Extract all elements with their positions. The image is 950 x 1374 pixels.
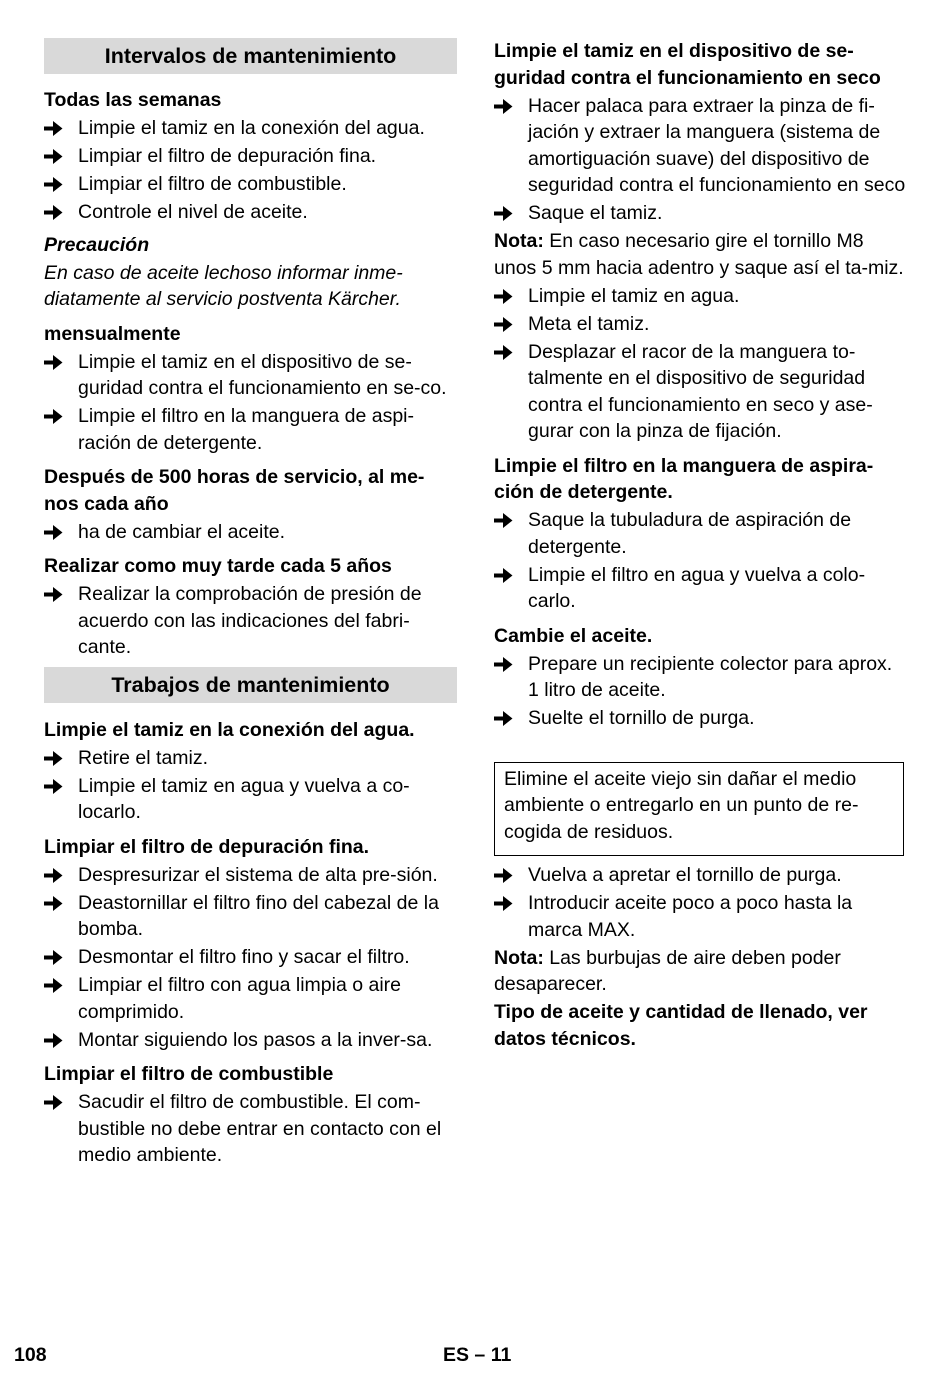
note-label: Nota: xyxy=(494,946,544,969)
list-dry-run-2 xyxy=(494,283,906,445)
list-item xyxy=(44,1089,457,1169)
arrow-right-icon xyxy=(494,200,528,227)
heading-water-sieve: Limpie el tamiz en la conexión del agua. xyxy=(44,718,415,741)
list-item xyxy=(44,581,457,661)
list-item-text: Saque el tamiz. xyxy=(528,202,663,224)
list-item-text: Saque la tubuladura de aspiración de detergente. xyxy=(528,509,852,558)
note-oil xyxy=(494,945,906,998)
list-item-text: Hacer palaca para extraer la pinza de fi-jación y extraer la manguera (sistema de amortiguación suave) del dispositivo de seguridad contra el funcionamiento en seco xyxy=(528,94,906,196)
list-item xyxy=(44,143,457,170)
page-code: ES – 11 xyxy=(443,1344,512,1366)
list-item-text: Suelte el tornillo de purga. xyxy=(528,707,755,729)
list-weekly xyxy=(44,115,457,226)
arrow-right-icon xyxy=(494,507,528,560)
list-item xyxy=(44,519,457,546)
list-item xyxy=(494,339,906,445)
list-item-text: ha de cambiar el aceite. xyxy=(78,520,286,543)
arrow-right-icon xyxy=(494,311,528,338)
list-fine-filter xyxy=(44,862,457,1054)
list-item xyxy=(44,862,457,889)
arrow-right-icon xyxy=(494,651,528,704)
arrow-right-icon xyxy=(44,581,78,661)
list-item xyxy=(44,773,457,826)
list-item-text: Desmontar el filtro fino y sacar el filtro. xyxy=(78,946,410,968)
list-item-text: Limpie el tamiz en agua y vuelva a co-locarlo. xyxy=(78,774,410,823)
list-item xyxy=(44,115,457,142)
list-item xyxy=(44,890,457,943)
list-item-text: Limpie el tamiz en agua. xyxy=(528,284,740,307)
arrow-right-icon xyxy=(494,705,528,732)
heading-every-5-years: Realizar como muy tarde cada 5 años xyxy=(44,555,392,577)
list-item xyxy=(494,200,906,227)
list-item xyxy=(494,507,906,560)
list-detergent-filter xyxy=(494,507,906,615)
list-item-text: Deastornillar el filtro fino del cabezal de la bomba. xyxy=(78,891,439,940)
heading-detergent-filter: Limpie el filtro en la manguera de aspira-ción de detergente. xyxy=(494,454,874,503)
environment-notice-box: Elimine el aceite viejo sin dañar el medio ambiente o entregarlo en un punto de re-cogida de residuos. xyxy=(494,762,904,857)
list-item-text: Limpie el filtro en agua y vuelva a colo-carlo. xyxy=(528,563,866,612)
arrow-right-icon xyxy=(494,562,528,615)
list-after-500-hours xyxy=(44,519,457,546)
list-item xyxy=(494,705,906,732)
list-item-text: Vuelva a apretar el tornillo de purga. xyxy=(528,864,842,886)
list-item-text: Montar siguiendo los pasos a la inver-sa. xyxy=(78,1028,433,1051)
list-item-text: Limpie el tamiz en el dispositivo de se-guridad contra el funcionamiento en se-co. xyxy=(78,350,447,399)
list-item xyxy=(44,171,457,198)
heading-fuel-filter: Limpiar el filtro de combustible xyxy=(44,1063,334,1085)
list-item-text: Introducir aceite poco a poco hasta la marca MAX. xyxy=(528,892,853,941)
arrow-right-icon xyxy=(44,890,78,943)
caution-text: En caso de aceite lechoso informar inme-diatamente al servicio postventa Kärcher. xyxy=(44,261,403,310)
list-item xyxy=(44,745,457,772)
note-label: Nota: xyxy=(494,230,544,252)
list-item xyxy=(44,199,457,226)
arrow-right-icon xyxy=(44,199,78,226)
list-item xyxy=(494,311,906,338)
page-number: 108 xyxy=(14,1344,47,1366)
list-every-5-years xyxy=(44,581,457,661)
list-item-text: Sacudir el filtro de combustible. El com-bustible no debe entrar en contacto con el medio ambiente. xyxy=(78,1091,442,1166)
arrow-right-icon xyxy=(494,862,528,889)
list-dry-run-1 xyxy=(494,93,906,227)
left-column xyxy=(44,38,457,1170)
list-item xyxy=(494,562,906,615)
arrow-right-icon xyxy=(494,339,528,445)
arrow-right-icon xyxy=(44,773,78,826)
list-item xyxy=(494,93,906,199)
right-column xyxy=(494,38,906,1054)
list-oil-change-2 xyxy=(494,862,906,943)
arrow-right-icon xyxy=(44,1027,78,1054)
list-item xyxy=(494,862,906,889)
list-fuel-filter xyxy=(44,1089,457,1169)
heading-after-500-hours: Después de 500 horas de servicio, al me-nos cada año xyxy=(44,466,425,515)
list-item xyxy=(44,1027,457,1054)
arrow-right-icon xyxy=(44,519,78,546)
heading-weekly: Todas las semanas xyxy=(44,89,222,111)
list-item-text: Limpie el tamiz en la conexión del agua. xyxy=(78,117,425,139)
section-title-maintenance-work: Trabajos de mantenimiento xyxy=(44,667,457,703)
list-item xyxy=(44,944,457,971)
heading-fine-filter: Limpiar el filtro de depuración fina. xyxy=(44,835,370,858)
list-item xyxy=(44,403,457,456)
note-text: En caso necesario gire el tornillo M8 unos 5 mm hacia adentro y saque así el ta-miz. xyxy=(494,230,904,279)
list-item-text: Limpiar el filtro de combustible. xyxy=(78,173,347,195)
arrow-right-icon xyxy=(44,171,78,198)
arrow-right-icon xyxy=(494,283,528,310)
arrow-right-icon xyxy=(44,745,78,772)
oil-type-reference: Tipo de aceite y cantidad de llenado, ver datos técnicos. xyxy=(494,1001,868,1050)
arrow-right-icon xyxy=(494,890,528,943)
list-item-text: Prepare un recipiente colector para aprox. 1 litro de aceite. xyxy=(528,652,893,701)
list-item xyxy=(494,283,906,310)
arrow-right-icon xyxy=(44,143,78,170)
list-item xyxy=(44,972,457,1025)
arrow-right-icon xyxy=(494,93,528,199)
list-item-text: Limpie el filtro en la manguera de aspi-ración de detergente. xyxy=(78,405,415,454)
list-item-text: Limpiar el filtro con agua limpia o aire comprimido. xyxy=(78,974,401,1023)
arrow-right-icon xyxy=(44,115,78,142)
list-item-text: Realizar la comprobación de presión de acuerdo con las indicaciones del fabri-cante. xyxy=(78,583,422,658)
heading-monthly: mensualmente xyxy=(44,322,181,345)
list-item xyxy=(494,651,906,704)
arrow-right-icon xyxy=(44,944,78,971)
list-item-text: Despresurizar el sistema de alta pre-sión. xyxy=(78,863,438,886)
arrow-right-icon xyxy=(44,349,78,402)
note-text: Las burbujas de aire deben poder desaparecer. xyxy=(494,946,841,995)
list-item xyxy=(494,890,906,943)
list-item-text: Desplazar el racor de la manguera to-talmente en el dispositivo de seguridad contra el funcionamiento en seco y ase-gurar con la pinza de fijación. xyxy=(528,340,873,442)
heading-oil-change: Cambie el aceite. xyxy=(494,624,653,647)
arrow-right-icon xyxy=(44,862,78,889)
arrow-right-icon xyxy=(44,972,78,1025)
list-item xyxy=(44,349,457,402)
arrow-right-icon xyxy=(44,1089,78,1169)
list-oil-change-1 xyxy=(494,651,906,732)
list-item-text: Controle el nivel de aceite. xyxy=(78,201,308,223)
note-dry-run xyxy=(494,228,906,281)
list-water-sieve xyxy=(44,745,457,826)
section-title-maintenance-intervals: Intervalos de mantenimiento xyxy=(44,38,457,74)
arrow-right-icon xyxy=(44,403,78,456)
list-monthly xyxy=(44,349,457,457)
list-item-text: Limpiar el filtro de depuración fina. xyxy=(78,145,377,167)
heading-dry-run-sieve: Limpie el tamiz en el dispositivo de se-guridad contra el funcionamiento en seco xyxy=(494,40,881,89)
heading-caution: Precaución xyxy=(44,233,150,256)
list-item-text: Retire el tamiz. xyxy=(78,746,209,769)
list-item-text: Meta el tamiz. xyxy=(528,312,650,335)
